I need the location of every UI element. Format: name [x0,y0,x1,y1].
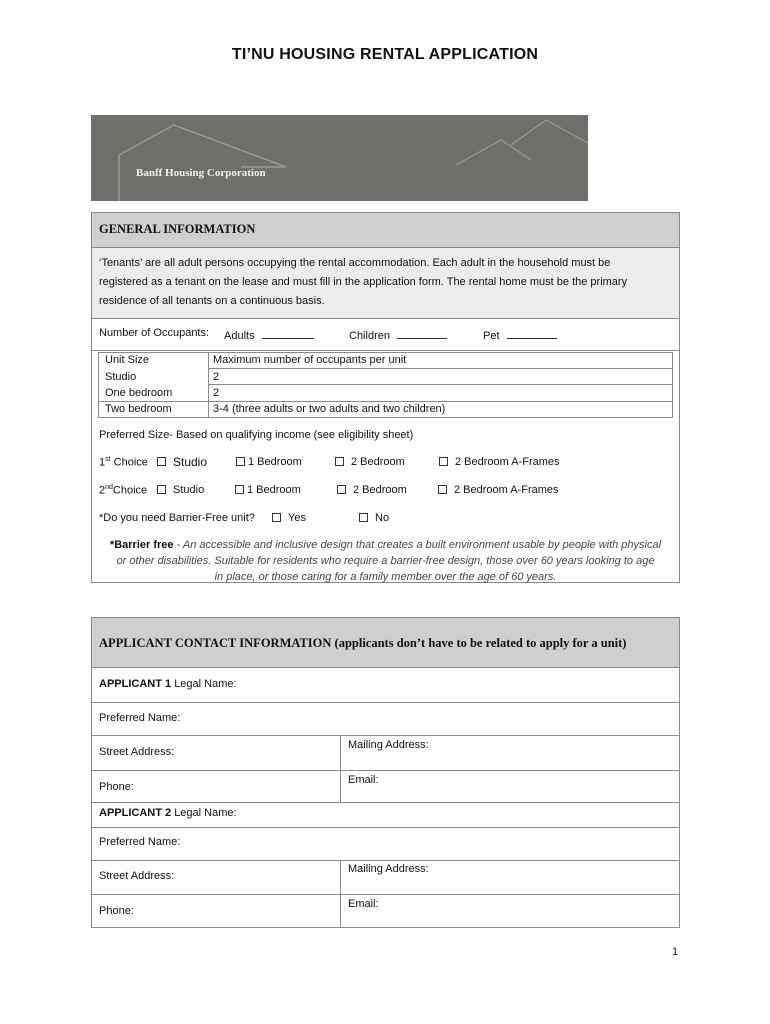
barrier-yes-checkbox[interactable]: Yes [272,512,306,524]
choice1-aframe-checkbox[interactable]: 2 Bedroom A-Frames [439,456,560,468]
checkbox-icon[interactable] [335,457,344,466]
table-header: Unit Size [105,354,150,366]
preferred-size-text: Preferred Size- Based on qualifying income (see eligibility sheet) [99,429,414,441]
page-title: TI’NU HOUSING RENTAL APPLICATION [231,46,539,63]
applicant2-email-field[interactable]: Email: [348,898,379,910]
choice1-1bedroom-checkbox[interactable]: 1 Bedroom [236,456,302,468]
barrier-free-title: *Barrier free [109,539,174,551]
tenants-line: registered as a tenant on the lease and must fill in the application form. The rental home must be the primary [99,276,628,288]
company-logo-text: Banff Housing Corporation [136,167,266,179]
applicant2-legal-name-field[interactable]: APPLICANT 2 Legal Name: [99,807,237,819]
checkbox-icon[interactable] [439,457,448,466]
tenants-definition [92,248,679,319]
adults-label: Adults [224,330,255,342]
applicant1-label: APPLICANT 1 [99,678,172,690]
applicant1-legal-name-field[interactable]: APPLICANT 1 Legal Name: [99,678,237,690]
table-cell: Two bedroom [105,403,172,415]
choice2-1bedroom-checkbox[interactable]: 1 Bedroom [235,484,301,496]
applicant1-phone-field[interactable]: Phone: [99,781,134,793]
children-label: Children [349,330,390,342]
pet-blank[interactable] [507,327,557,339]
checkbox-icon[interactable] [157,457,166,466]
house-outline-graphic [91,115,588,201]
applicant1-street-address-field[interactable]: Street Address: [99,746,175,758]
applicant2-label: APPLICANT 2 [99,807,172,819]
choice1-studio-checkbox[interactable]: Studio [157,455,207,469]
checkbox-icon[interactable] [236,457,245,466]
table-cell: 2 [213,387,220,399]
applicant2-phone-field[interactable]: Phone: [99,905,134,917]
applicant1-preferred-name-field[interactable]: Preferred Name: [99,712,181,724]
barrier-free-question: *Do you need Barrier-Free unit? [99,512,255,524]
table-cell: 2 [213,371,220,383]
checkbox-icon[interactable] [157,485,166,494]
checkbox-icon[interactable] [438,485,447,494]
adults-blank[interactable] [262,327,314,339]
checkbox-icon[interactable] [272,513,281,522]
adults-field[interactable] [224,327,314,342]
barrier-free-description: *Barrier free - An accessible and inclusive design that creates a built environment usable by people with physical or other disabilities. Suitable for residents who require a barrier-free design, those over 60 years looking to age in place, or those caring for a family member over the age of 60 years. [109,539,662,583]
choice1-2bedroom-checkbox[interactable]: 2 Bedroom [335,456,405,468]
tenants-line: residence of all tenants on a continuous basis. [99,295,325,307]
second-choice-label: 2ndChoice [99,484,148,497]
applicant1-email-field[interactable]: Email: [348,774,379,786]
applicant-contact-heading: APPLICANT CONTACT INFORMATION (applicants don’t have to be related to apply for a unit) [92,618,679,667]
first-choice-label: 1st Choice [99,456,148,469]
table-cell: Studio [105,371,137,383]
pet-field[interactable] [483,327,557,342]
applicant2-street-address-field[interactable]: Street Address: [99,870,175,882]
checkbox-icon[interactable] [359,513,368,522]
applicant2-mailing-address-field[interactable]: Mailing Address: [348,863,429,875]
applicant-contact-section [91,617,680,928]
general-information-section [91,212,680,583]
children-blank[interactable] [397,327,447,339]
children-field[interactable] [349,327,447,342]
choice2-2bedroom-checkbox[interactable]: 2 Bedroom [337,484,407,496]
choice2-aframe-checkbox[interactable]: 2 Bedroom A-Frames [438,484,559,496]
banner [91,115,588,201]
applicant1-mailing-address-field[interactable]: Mailing Address: [348,739,429,751]
page-number: 1 [672,946,679,958]
table-cell: One bedroom [105,387,173,399]
table-header: Maximum number of occupants per unit [213,354,407,366]
table-cell: 3-4 (three adults or two adults and two children) [213,403,446,415]
choice2-studio-checkbox[interactable]: Studio [157,484,204,496]
checkbox-icon[interactable] [235,485,244,494]
tenants-line: ‘Tenants’ are all adult persons occupying the rental accommodation. Each adult in the household must be [99,257,611,269]
unit-size-table [98,352,673,418]
general-information-heading: GENERAL INFORMATION [92,213,679,248]
pet-label: Pet [483,330,500,342]
checkbox-icon[interactable] [337,485,346,494]
barrier-no-checkbox[interactable]: No [359,512,389,524]
applicant2-preferred-name-field[interactable]: Preferred Name: [99,836,181,848]
occupants-label: Number of Occupants: [99,327,210,339]
